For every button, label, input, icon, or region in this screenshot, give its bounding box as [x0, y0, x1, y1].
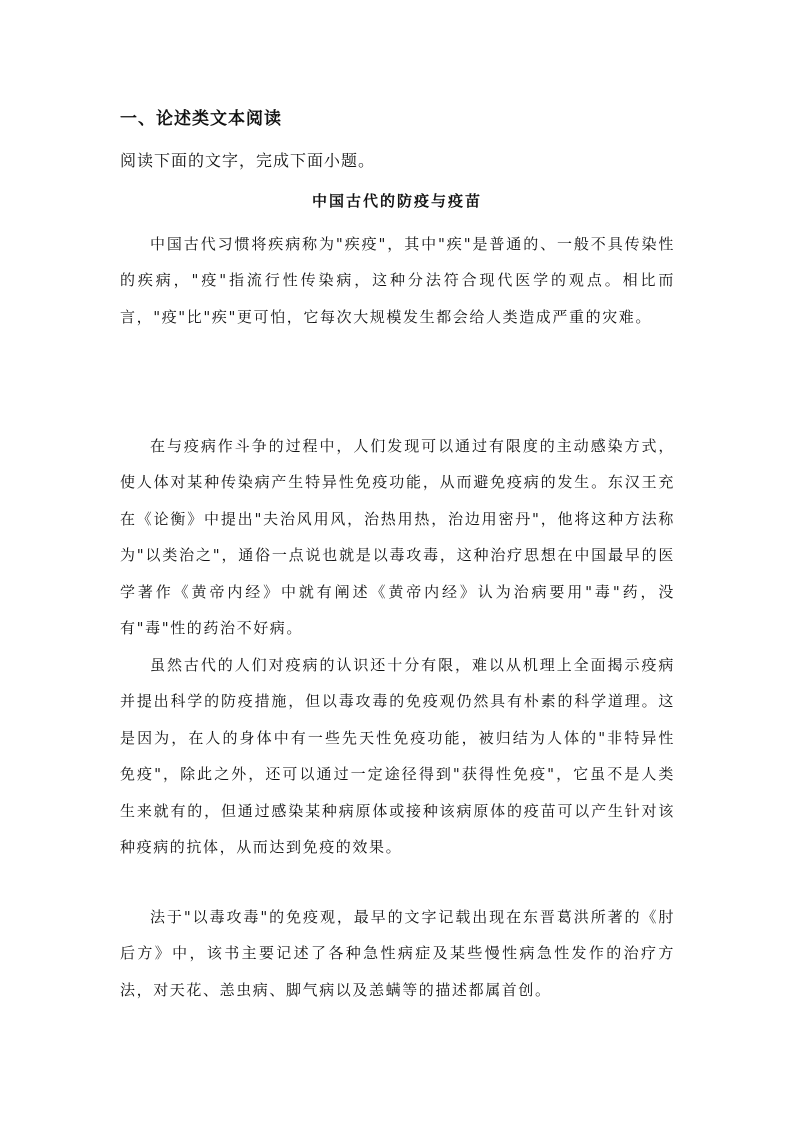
section-title: 一、论述类文本阅读	[120, 109, 282, 129]
article-paragraph-4: 法于"以毒攻毒"的免疫观，最早的文字记载出现在东晋葛洪所著的《肘后方》中，该书主要记述了各种急性病症及某些慢性病急性发作的治疗方法，对天花、恙虫病、脚气病以及恙螨等的描述都属首创。	[120, 908, 675, 999]
article-paragraph-3: 虽然古代的人们对疫病的认识还十分有限，难以从机理上全面揭示疫病并提出科学的防疫措施，但以毒攻毒的免疫观仍然具有朴素的科学道理。这是因为，在人的身体中有一些先天性免疫功能，被归结为人体的"非特异性免疫"，除此之外，还可以通过一定途径得到"获得性免疫"，它虽不是人类生来就有的，但通过感染某种病原体或接种该病原体的疫苗可以产生针对该种疫病的抗体，从而达到免疫的效果。	[120, 656, 675, 857]
article-paragraph-1: 中国古代习惯将疾病称为"疾疫"，其中"疾"是普通的、一般不具传染性的疾病，"疫"指流行性传染病，这种分法符合现代医学的观点。相比而言，"疫"比"疾"更可怕，它每次大规模发生都会给人类造成严重的灾难。	[120, 235, 675, 326]
article-title: 中国古代的防疫与疫苗	[311, 192, 482, 210]
reading-instruction: 阅读下面的文字，完成下面小题。	[120, 151, 376, 170]
article-paragraph-2: 在与疫病作斗争的过程中，人们发现可以通过有限度的主动感染方式，使人体对某种传染病产生特异性免疫功能，从而避免疫病的发生。东汉王充在《论衡》中提出"夫治风用风，治热用热，治边用密丹"，他将这种方法称为"以类治之"，通俗一点说也就是以毒攻毒，这种治疗思想在中国最早的医学著作《黄帝内经》中就有阐述《黄帝内经》认为治病要用"毒"药，没有"毒"性的药治不好病。	[120, 437, 675, 638]
